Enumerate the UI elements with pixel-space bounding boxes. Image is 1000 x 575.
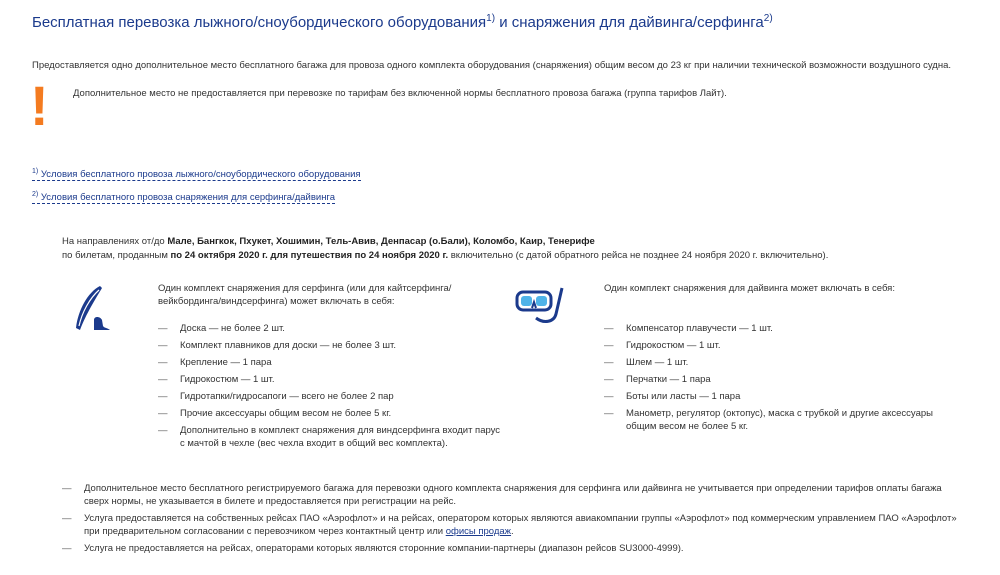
list-item: — Прочие аксессуары общим весом не более 5 кг. (158, 407, 503, 420)
dive-list (604, 322, 964, 437)
condition-link-ski-wrap (32, 164, 361, 182)
destinations-line-1: На направлениях от/до Мале, Бангкок, Пхукет, Хошимин, Тель-Авив, Денпасар (о.Бали), Коломбо, Каир, Тенерифе (62, 236, 595, 247)
destinations-block (62, 235, 828, 263)
list-item: — Манометр, регулятор (октопус), маска с трубкой и другие аксессуары общим весом не более 5 кг. (604, 407, 964, 433)
intro-text: Предоставляется одно дополнительное место бесплатного багажа для провоза одного комплекта оборудования (снаряжения) общим весом до 23 кг при наличии технической возможности воздушного судна. (32, 60, 952, 71)
list-item: — Комплект плавников для доски — не более 3 шт. (158, 339, 503, 352)
footnote-ref-1: 1) (486, 13, 496, 24)
list-item: — Перчатки — 1 пара (604, 373, 964, 386)
surf-list (158, 322, 503, 454)
note-item: — Услуга предоставляется на собственных рейсах ПАО «Аэрофлот» и на рейсах, оператором которых являются авиакомпании группы «Аэрофлот» под коммерческим управлением ПАО «Аэрофлот» при предварительном согласовании с перевозчиком через контактный центр или офисы продаж. (62, 512, 962, 538)
list-item: — Компенсатор плавучести — 1 шт. (604, 322, 964, 335)
warning-text: Дополнительное место не предоставляется при перевозке по тарифам без включенной нормы бесплатного провоза багажа (группа тарифов Лайт). (73, 88, 727, 99)
sales-offices-link[interactable]: офисы продаж (445, 526, 512, 537)
note-item: — Дополнительное место бесплатного регистрируемого багажа для перевозки одного комплекта снаряжения для серфинга или дайвинга не учитывается при определении тарифов оплаты багажа сверх нормы, не указывается в билете и предоставляется при регистрации на рейс. (62, 482, 962, 508)
notes-list (62, 482, 962, 559)
surf-intro: Один комплект снаряжения для серфинга (или для кайтсерфинга/вейкбординга/виндсерфинга) может включать в себя: (158, 283, 452, 307)
dive-intro: Один комплект снаряжения для дайвинга может включать в себя: (604, 283, 895, 294)
page-title: Бесплатная перевозка лыжного/сноубордического оборудования$^{1)}$ и снаряжения для дайвинга/серфинга$^{2)}$ (32, 13, 773, 31)
note-item: — Услуга не предоставляется на рейсах, операторами которых являются сторонние компании-партнеры (диапазон рейсов SU3000-4999). (62, 542, 962, 555)
surfboard-icon (72, 284, 112, 332)
diving-mask-icon (514, 286, 566, 326)
list-item: — Гидрокостюм — 1 шт. (158, 373, 503, 386)
list-item: — Гидрокостюм — 1 шт. (604, 339, 964, 352)
condition-link-surf-dive[interactable]: $^{2)}$ Условия бесплатного провоза снаряжения для серфинга/дайвинга (32, 190, 335, 203)
list-item: — Крепление — 1 пара (158, 356, 503, 369)
destinations-line-2: по билетам, проданным по 24 октября 2020 г. для путешествия по 24 ноября 2020 г. включительно (с датой обратного рейса не позднее 24 ноября 2020 г. включительно). (62, 250, 829, 261)
list-item: — Дополнительно в комплект снаряжения для виндсерфинга входит парус с мачтой в чехле (вес чехла входит в общий вес комплекта). (158, 424, 503, 450)
condition-link-surf-wrap (32, 187, 335, 205)
list-item: — Гидротапки/гидросапоги — всего не более 2 пар (158, 390, 503, 403)
list-item: — Шлем — 1 шт. (604, 356, 964, 369)
footnote-ref-2: 2) (763, 13, 773, 24)
list-item: — Доска — не более 2 шт. (158, 322, 503, 335)
exclamation-icon: ! (30, 74, 49, 137)
condition-link-ski[interactable]: $^{1)}$ Условия бесплатного провоза лыжного/сноубордического оборудования (32, 167, 361, 180)
list-item: — Боты или ласты — 1 пара (604, 390, 964, 403)
